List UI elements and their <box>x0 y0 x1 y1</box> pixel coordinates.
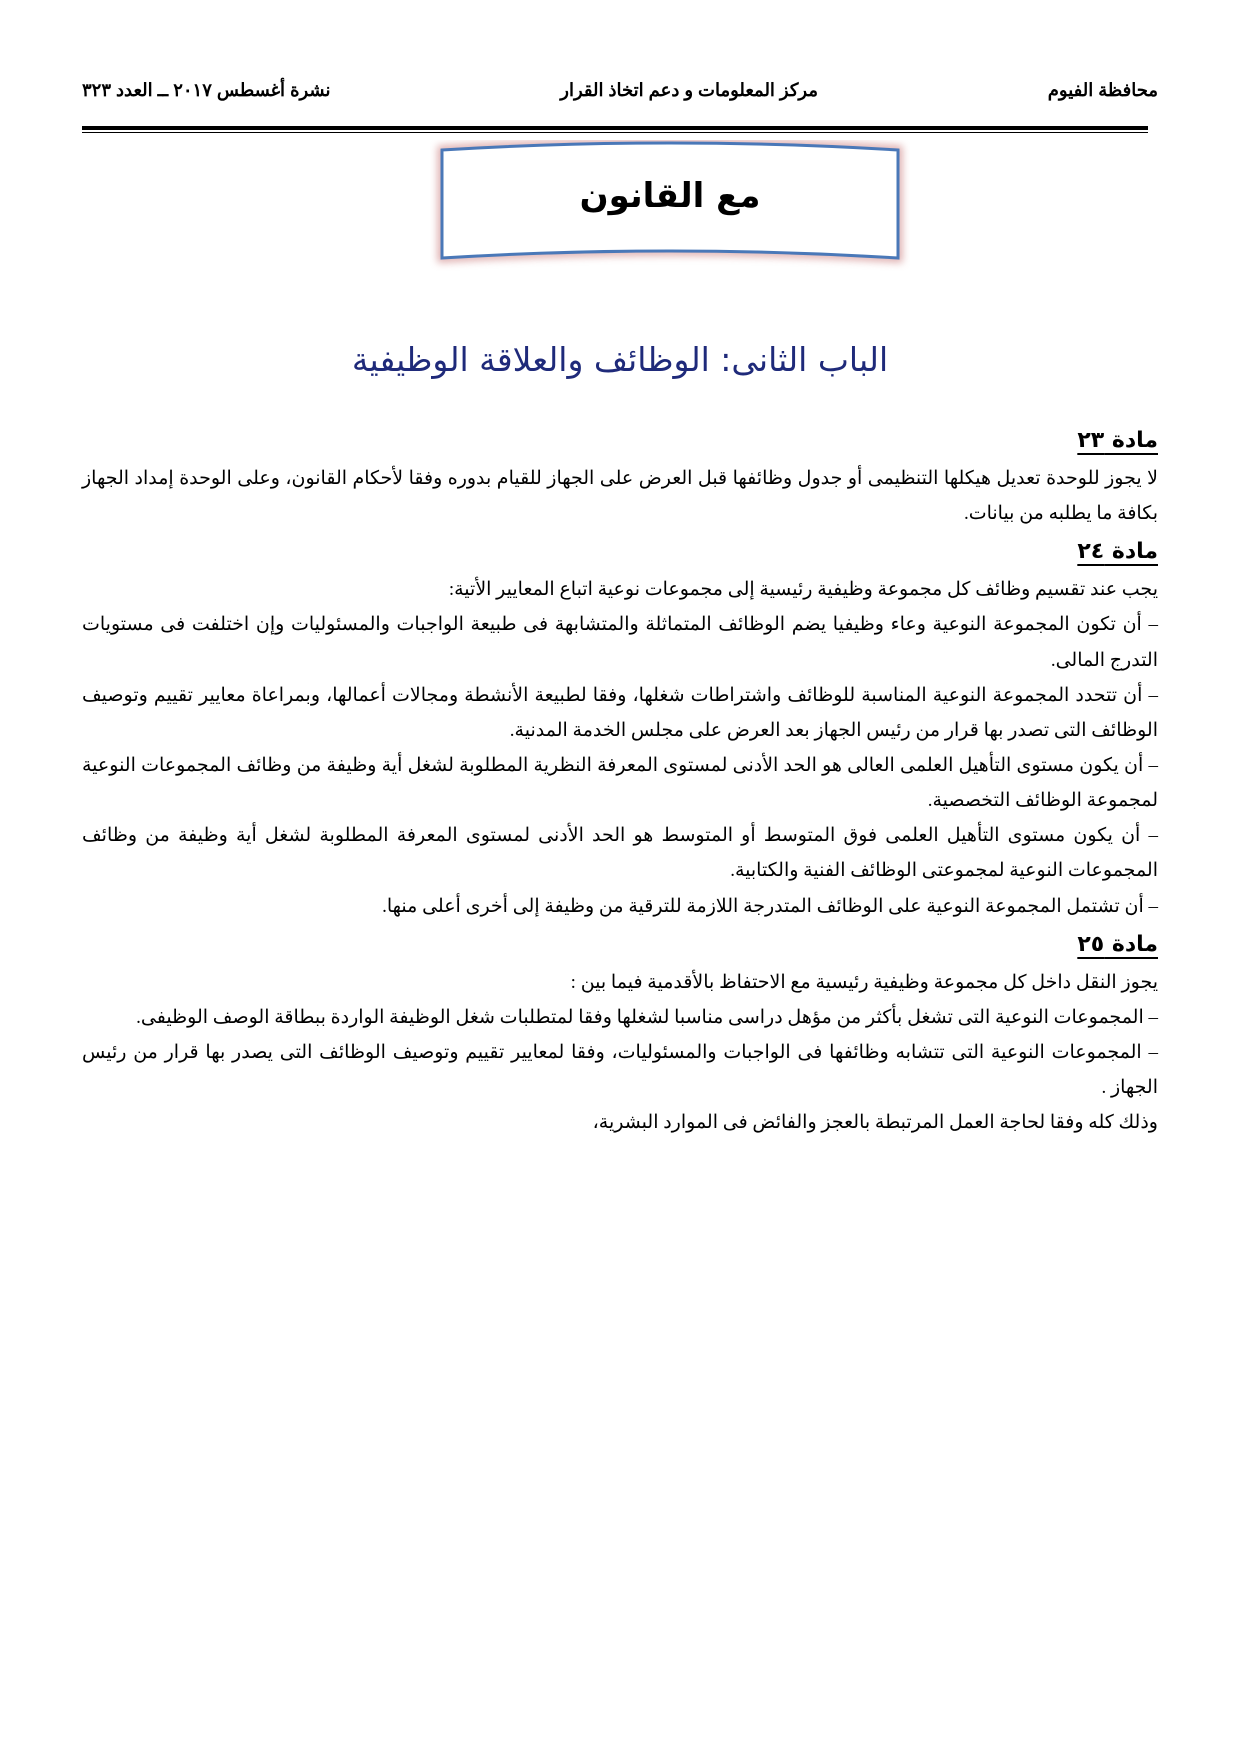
article-heading: مادة ٢٣ <box>1077 428 1158 453</box>
article-paragraph: – أن يكون مستوى التأهيل العلمى العالى هو الحد الأدنى لمستوى المعرفة النظرية المطلوبة لشغل أية وظيفة من وظائف المجموعات النوعية لمجموعة الوظائف التخصصية. <box>82 754 1158 812</box>
section-banner <box>430 140 910 280</box>
article-paragraph: – أن تتحدد المجموعة النوعية المناسبة للوظائف واشتراطات شغلها، وفقا لطبيعة الأنشطة ومجالات أعمالها، وبمراعاة معايير تقييم وتوصيف الوظائف التى تصدر بها قرار من رئيس الجهاز بعد العرض على مجلس الخدمة المدنية. <box>82 684 1158 741</box>
chapter-title: الباب الثانى: الوظائف والعلاقة الوظيفية <box>351 340 889 379</box>
article-paragraph: – أن تكون المجموعة النوعية وعاء وظيفيا يضم الوظائف المتماثلة والمتشابهة فى طبيعة الواجبات والمسئوليات وإن اختلفت فى مستويات التدرج المالى. <box>82 614 1158 671</box>
article-paragraph: – المجموعات النوعية التى تتشابه وظائفها فى الواجبات والمسئوليات، وفقا لمعايير تقييم وتوصيف الوظائف التى يصدر بها قرار من رئيس الجهاز . <box>82 1041 1158 1099</box>
article-heading: مادة ٢٤ <box>1077 539 1158 565</box>
article-paragraph: – أن تشتمل المجموعة النوعية على الوظائف المتدرجة اللازمة للترقية من وظيفة إلى أخرى أعلى منها. <box>382 895 1158 917</box>
page-header <box>82 72 1158 108</box>
article-paragraph: – أن يكون مستوى التأهيل العلمى فوق المتوسط أو المتوسط هو الحد الأدنى لمستوى المعرفة المطلوبة لشغل أية وظيفة من وظائف المجموعات النوعية لمجموعتى الوظائف الفنية والكتابية. <box>82 825 1158 882</box>
header-divider-thick <box>82 126 1148 130</box>
banner-title: مع القانون <box>579 176 761 216</box>
article <box>82 424 1158 531</box>
article <box>82 928 1158 1141</box>
article <box>82 535 1158 923</box>
article-paragraph: وذلك كله وفقا لحاجة العمل المرتبطة بالعجز والفائض فى الموارد البشرية، <box>592 1112 1158 1134</box>
article-paragraph: لا يجوز للوحدة تعديل هيكلها التنظيمى أو جدول وظائفها قبل العرض على الجهاز للقيام بدوره وفقا لأحكام القانون، وعلى الوحدة إمداد الجهاز بكافة ما يطلبه من بيانات. <box>82 468 1158 525</box>
header-divider-thin <box>82 132 1148 133</box>
header-center-name: مركز المعلومات و دعم اتخاذ القرار <box>560 79 819 100</box>
article-paragraph: يجب عند تقسيم وظائف كل مجموعة وظيفية رئيسية إلى مجموعات نوعية اتباع المعايير الأتية: <box>448 579 1158 601</box>
article-heading: مادة ٢٥ <box>1077 931 1158 957</box>
article-paragraph: يجوز النقل داخل كل مجموعة وظيفية رئيسية مع الاحتفاظ بالأقدمية فيما بين : <box>570 971 1158 993</box>
header-governorate: محافظة الفيوم <box>1047 79 1158 100</box>
article-paragraph: – المجموعات النوعية التى تشغل بأكثر من مؤهل دراسى مناسبا لشغلها وفقا لمتطلبات شغل الوظيفة الواردة ببطاقة الوصف الوظيفى. <box>136 1006 1158 1028</box>
header-issue-info: نشرة أغسطس ٢٠١٧ ــ العدد ٣٢٣ <box>82 79 331 100</box>
document-body <box>82 420 1158 1140</box>
